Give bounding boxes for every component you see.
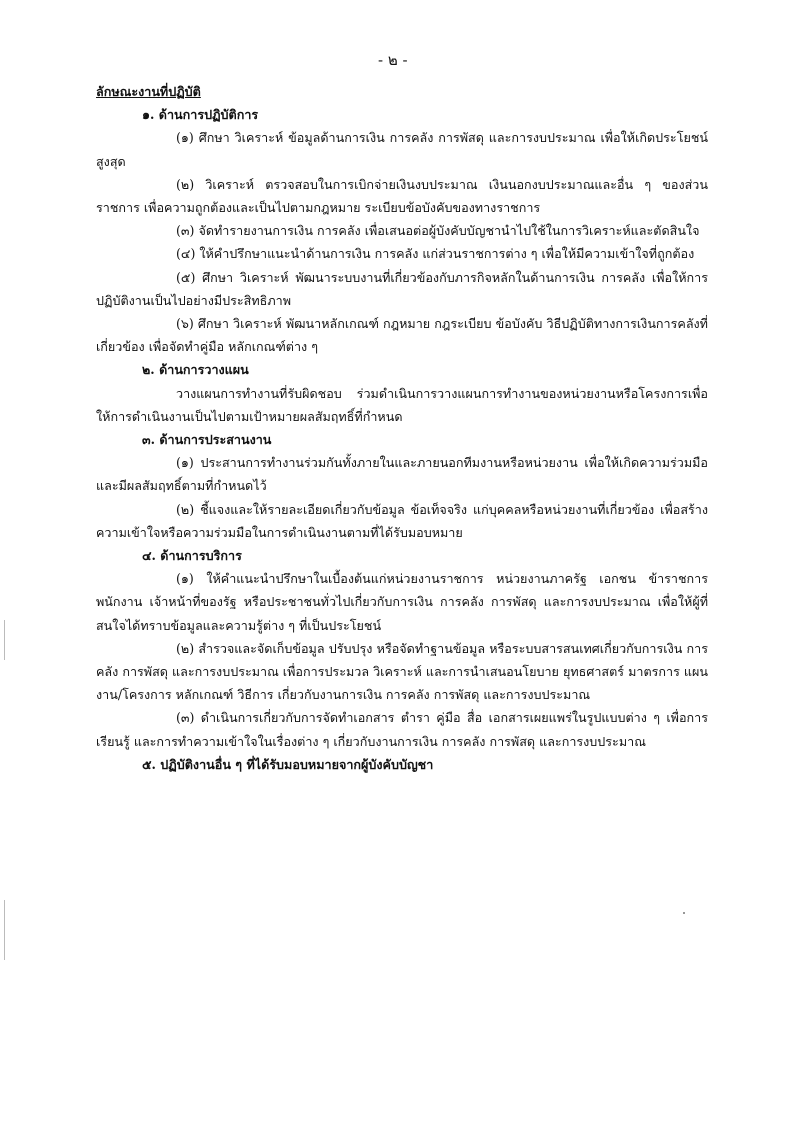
list-item: (๓) ดำเนินการเกี่ยวกับการจัดทำเอกสาร ตำรา คู่มือ สื่อ เอกสารเผยแพร่ในรูปแบบต่าง ๆ เพื่อการเรียนรู้ และการทำความเข้าใจในเรื่องต่าง ๆ เกี่ยวกับงานการเงิน การคลัง การพัสดุ และการงบประมาณ <box>96 710 708 749</box>
section-title-planning: ๒. ด้านการวางแผน <box>142 362 249 378</box>
list-item: (๓) จัดทำรายงานการเงิน การคลัง เพื่อเสนอต่อผู้บังคับบัญชานำไปใช้ในการวิเคราะห์และตัดสินใจ <box>176 223 700 239</box>
page-number: - ๒ - <box>378 51 408 69</box>
scan-speck <box>683 912 685 914</box>
section-title-service: ๔. ด้านการบริการ <box>142 548 242 564</box>
scan-margin-mark <box>4 620 5 660</box>
section-title-other-duties: ๕. ปฏิบัติงานอื่น ๆ ที่ได้รับมอบหมายจากผู้บังคับบัญชา <box>142 756 434 772</box>
list-item: (๑) ประสานการทำงานร่วมกันทั้งภายในและภายนอกทีมงานหรือหน่วยงาน เพื่อให้เกิดความร่วมมือและมีผลสัมฤทธิ์ตามที่กำหนดไว้ <box>96 455 708 494</box>
list-item: (๒) สำรวจและจัดเก็บข้อมูล ปรับปรุง หรือจัดทำฐานข้อมูล หรือระบบสารสนเทศเกี่ยวกับการเงิน การคลัง การพัสดุ และการงบประมาณ เพื่อการประมวล วิเคราะห์ และการนำเสนอนโยบาย ยุทธศาสตร์ มาตรการ แผนงาน/โครงการ หลักเกณฑ์ วิธีการ เกี่ยวกับงานการเงิน การคลัง การพัสดุ และการงบประมาณ <box>96 640 708 703</box>
list-item: (๖) ศึกษา วิเคราะห์ พัฒนาหลักเกณฑ์ กฎหมาย กฎระเบียบ ข้อบังคับ วิธีปฏิบัติทางการเงินการคลังที่เกี่ยวข้อง เพื่อจัดทำคู่มือ หลักเกณฑ์ต่าง ๆ <box>96 316 708 355</box>
list-item: (๑) ศึกษา วิเคราะห์ ข้อมูลด้านการเงิน การคลัง การพัสดุ และการงบประมาณ เพื่อให้เกิดประโยชน์สูงสุด <box>96 130 708 169</box>
list-item: (๔) ให้คำปรึกษาแนะนำด้านการเงิน การคลัง แก่ส่วนราชการต่าง ๆ เพื่อให้มีความเข้าใจที่ถูกต้อง <box>176 246 695 262</box>
list-item: (๑) ให้คำแนะนำปรึกษาในเบื้องต้นแก่หน่วยงานราชการ หน่วยงานภาครัฐ เอกชน ข้าราชการ พนักงาน เจ้าหน้าที่ของรัฐ หรือประชาชนทั่วไปเกี่ยวกับการเงิน การคลัง การพัสดุ และการงบประมาณ เพื่อให้ผู้ที่สนใจได้ทราบข้อมูลและความรู้ต่าง ๆ ที่เป็นประโยชน์ <box>96 571 708 633</box>
list-item: (๒) ชี้แจงและให้รายละเอียดเกี่ยวกับข้อมูล ข้อเท็จจริง แก่บุคคลหรือหน่วยงานที่เกี่ยวข้อง เพื่อสร้างความเข้าใจหรือความร่วมมือในการดำเนินงานตามที่ได้รับมอบหมาย <box>96 501 708 540</box>
section-title-coordination: ๓. ด้านการประสานงาน <box>142 432 272 448</box>
document-body <box>96 80 708 776</box>
scan-margin-mark <box>4 900 5 960</box>
list-item: วางแผนการทำงานที่รับผิดชอบ ร่วมดำเนินการวางแผนการทำงานของหน่วยงานหรือโครงการเพื่อให้การดำเนินงานเป็นไปตามเป้าหมายผลสัมฤทธิ์ที่กำหนด <box>96 385 708 424</box>
list-item: (๒) วิเคราะห์ ตรวจสอบในการเบิกจ่ายเงินงบประมาณ เงินนอกงบประมาณและอื่น ๆ ของส่วนราชการ เพื่อความถูกต้องและเป็นไปตามกฎหมาย ระเบียบข้อบังคับของทางราชการ <box>96 176 708 216</box>
document-heading: ลักษณะงานที่ปฏิบัติ <box>96 84 201 99</box>
list-item: (๕) ศึกษา วิเคราะห์ พัฒนาระบบงานที่เกี่ยวข้องกับภารกิจหลักในด้านการเงิน การคลัง เพื่อให้การปฏิบัติงานเป็นไปอย่างมีประสิทธิภาพ <box>96 269 708 308</box>
section-title-operations: ๑. ด้านการปฏิบัติการ <box>142 107 259 123</box>
